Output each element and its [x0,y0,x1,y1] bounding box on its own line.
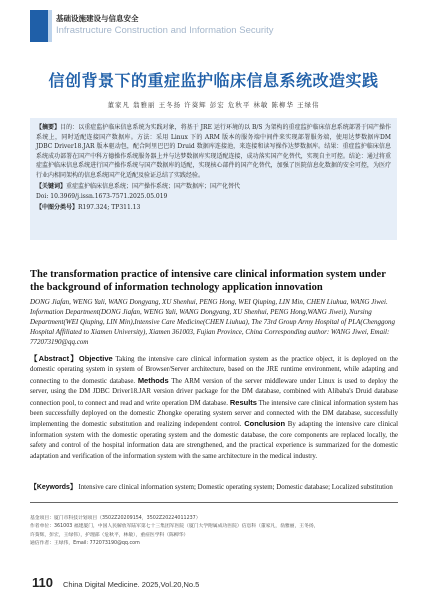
keywords-cn-label: 【关键词】 [36,182,67,190]
journal-citation: China Digital Medicine. 2025,Vol.20,No.5 [63,580,200,589]
abstract-cn-text: 目的：以重症监护临床信息系统为实践对象，将基于 JRE 运行环境的以 B/S 为架构的重症监护临床信息系统部署于国产操作系统上，同时适配连接国产数据库。方法：采用 Linux 下的 ARM 版本的服务端中间件来实现部署服务端，使用达梦数据库DM JDBC Driver18.JAR 版本驱动包，配合阿里巴巴的 Druid 数据库连接池，来连接和读写操作达梦数据库。结果：重症监护临床信息系统成功部署在国产中科方德操作系统服务器上并与达梦数据库实现适配连接，成功落实国产化替代，实现自主可控。结论：通过将重症监护临床信息系统进行国产操作系统与国产数据库的适配，实现核心部件的国产化替代，加强了医院信息化数据的安全可控，为医疗行业内相同架构的信息系统国产化适配及验证总结了实践经验。 [36,124,391,179]
methods-text: The ARM version of the server middleware under Linux is used to deploy the server, using the DM JDBC Driver18.JAR version driver package for the DM database, combined with Alibaba's Druid database connection pool, to connect and read and write operation DM database. [30,377,398,407]
keywords-en-label: 【Keywords】 [30,484,77,491]
column-header [0,0,427,44]
doi: Doi: 10.3969/j.issn.1673-7571.2025.05.019 [36,193,168,201]
abstract-cn [36,123,391,181]
footnote-affiliation: 作者单位：361003 福建厦门，中国人民解放军陆军第七十三集团军医院（厦门大学附属成功医院）信息科（董家凡，翁雅丽，王冬扬， [30,524,319,530]
keywords-cn [36,182,391,192]
abstract-cn-label: 【摘要】 [36,124,61,131]
author-affiliations-en: DONG Jiafan, WENG Yali, WANG Dongyang, XU Shenhui, PENG Hong, WEI Qiuping, LIN Min, CHEN Liuhua, WANG Jiwei. Information Department(DONG Jiafan, WENG Yali, WANG Dongyang, XU Shenhui, PENG Hong,WANG Jiwei), Nursing Department(WEI Qiuping, LIN Min),Intensive Care Medicine(CHEN Liuhua), The 73rd Group Army Hospital of PLA(Chenggong Hospital Affiliated to Xiamen University), Xiamen 361003, Fujian Province, China Corresponding author: WANG Jiwei, Email: 772073190@qq.com [30,298,395,346]
methods-label: Methods [137,375,169,385]
abstract-cn-box [30,118,397,240]
objective-text: Taking the intensive care clinical information system as the practice object, it is deployed on the domestic operating system in system of Browser/Server architecture, based on the JRE runtime environment, while adapting and connecting to the domestic database. [30,356,398,385]
column-title-en: Infrastructure Construction and Information Security [56,25,274,36]
page-number: 110 [32,575,53,590]
footnote-corresponding: 通信作者：王绿伟，Email: 772073190@qq.com [30,540,140,546]
footnote-divider [30,502,398,503]
footnote-funding: 基金项目：厦门市科技计划项目（3502Z20209154，3502Z20224011237） [30,516,201,521]
article-title-en: The transformation practice of intensive care clinical information system under the background of information technology application innovation [30,269,386,293]
column-title-cn: 基础设施建设与信息安全 [56,14,139,23]
classification-value: R197.324; TP311.13 [78,203,141,211]
objective-label: Objective [78,354,113,363]
keywords-en [30,483,398,493]
header-accent-bar [30,10,48,42]
article-title-cn: 信创背景下的重症监护临床信息系统改造实践 [48,71,379,90]
header-accent-stripe [48,10,52,42]
author-list-cn: 董家凡 翁雅丽 王冬扬 许葵辉 彭宏 危秋平 林敏 陈柳华 王绿伟 [107,101,320,109]
conclusion-text: By adapting the intensive care clinical information system with the domestic operating system and the domestic database, the core components are replaced locally, the safety and control of the hospital information data are strengthened, and the practical experience is summarized for the domestic adaptation and verification of the information system with the same architecture in the medical industry. [30,421,398,460]
keywords-cn-text: 重症监护临床信息系统；国产操作系统；国产数据库；国产化替代 [66,182,241,190]
conclusion-label: Conclusion [244,419,286,429]
classification [36,203,391,213]
footnotes [30,515,398,548]
results-label: Results [229,397,257,407]
classification-label: 【中图分类号】 [36,203,79,211]
results-text: The intensive care clinical information system has been successfully deployed on the domestic Zhongke operating system server and connected with the DM database, successfully implementing the domestic substitution and realizing independent control. [30,399,398,429]
abstract-en-label: 【Abstract】 [30,354,79,363]
keywords-en-text: Intensive care clinical information system; Domestic operating system; Domestic database; Localized substitution [76,484,393,491]
footnote-affiliation-cont: 许葵辉，彭宏，王绿伟），护理部（危秋平，林敏），重症医学科（陈柳华） [30,532,189,538]
abstract-en [30,354,398,480]
